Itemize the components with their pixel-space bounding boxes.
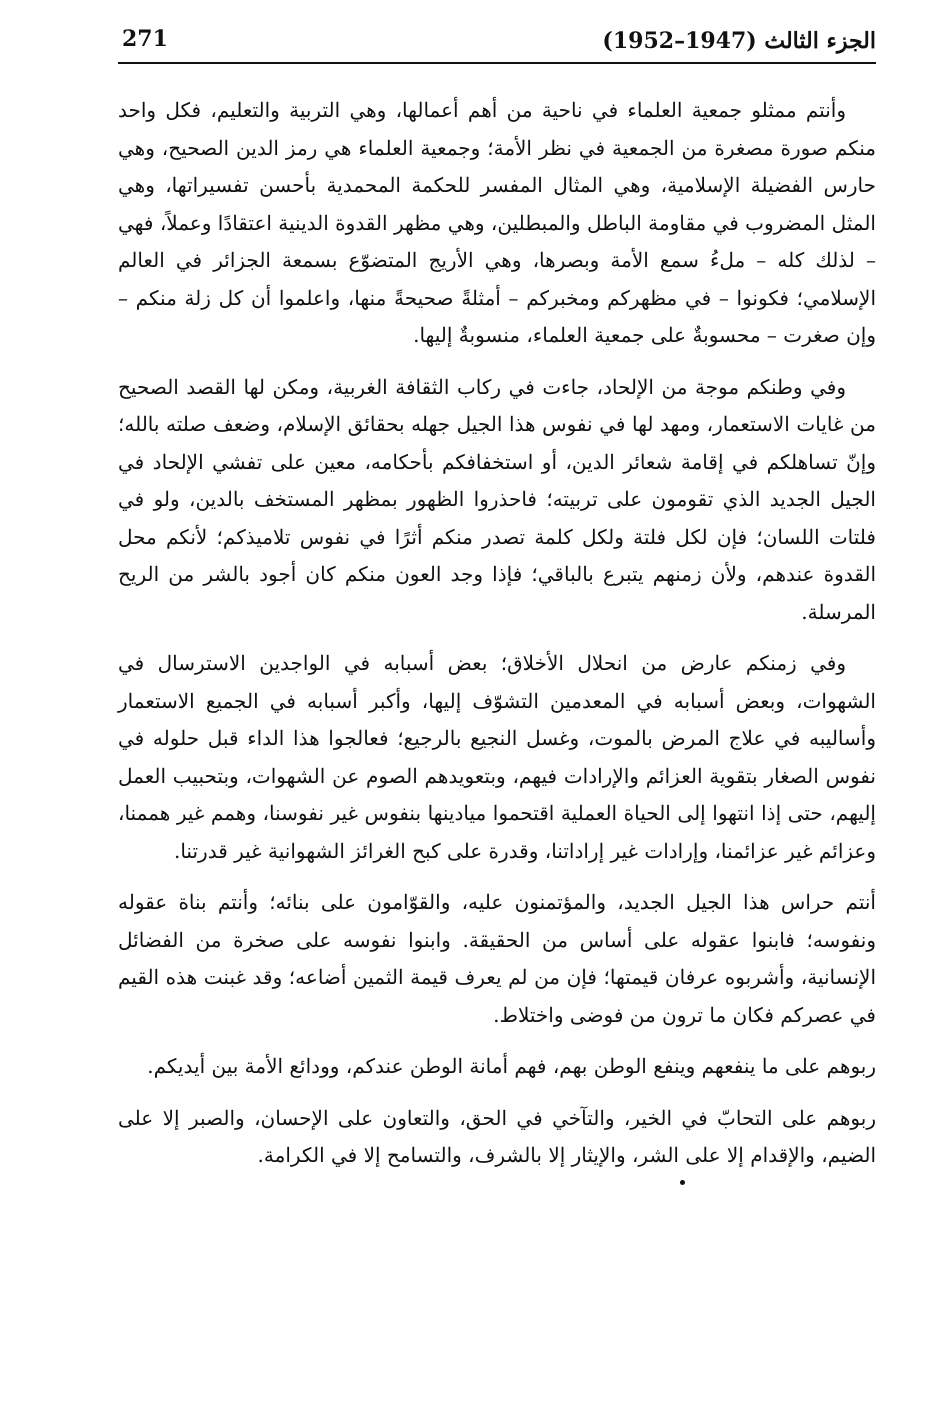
paragraph: وفي وطنكم موجة من الإلحاد، جاءت في ركاب الثقافة الغربية، ومكن لها القصد الصحيح من غايات الاستعمار، ومهد لها في نفوس هذا الجيل جهله بحقائق الإسلام، وضعف صلته بالله؛ وإنّ تساهلكم في إقامة شعائر الدين، أو استخفافكم بأحكامه، معين على تفشي الإلحاد في الجيل الجديد الذي تقومون على تربيته؛ فاحذروا الظهور بمظهر المستخف بالدين، ولو في فلتات اللسان؛ فإن لكل فلتة ولكل كلمة تصدر منكم أثرًا في نفوس تلاميذكم؛ لأنكم محل القدوة عندهم، ولأن زمنهم يتبرع بالباقي؛ فإذا وجد العون منكم كان أجود بالشر من الريح المرسلة.: [118, 374, 876, 624]
paragraph: وفي زمنكم عارض من انحلال الأخلاق؛ بعض أسبابه في الواجدين الاسترسال في الشهوات، وبعض أسبابه في المعدمين التشوّف إليها، وأكبر أسبابه في الجميع الاستعمار وأساليبه في علاج المرض بالموت، وغسل النجيع بالرجيع؛ فعالجوا هذا الداء قبل حلوله في نفوس الصغار بتقوية العزائم والإرادات فيهم، وبتعويدهم الصوم عن الشهوات، وبتحبيب العمل إليهم، حتى إذا انتهوا إلى الحياة العملية اقتحموا ميادينها بنفوس غير نفوسنا، وهمم غير هممنا، وعزائم غير عزائمنا، وإرادات غير إراداتنا، وقدرة على كبح الغرائز الشهوانية غير قدرتنا.: [118, 651, 876, 863]
scan-speck: [680, 1180, 685, 1185]
paragraph: وأنتم ممثلو جمعية العلماء في ناحية من أهم أعمالها، وهي التربية والتعليم، فكل واحد منكم صورة مصغرة من الجمعية في نظر الأمة؛ وجمعية العلماء هي رمز الدين الصحيح، وهي حارس الفضيلة الإسلامية، وهي المثال المفسر للحكمة المحمدية بأحسن تفسيراتها، وهي المثل المضروب في مقاومة الباطل والمبطلين، وهي مظهر القدوة الدينية اعتقادًا وعملاً، فهي – لذلك كله – ملءُ سمع الأمة وبصرها، وهي الأريج المتضوّع بسمعة الجزائر في العالم الإسلامي؛ فكونوا – في مظهركم ومخبركم – أمثلةً صحيحةً منها، واعلموا أن كل زلة منكم – وإن صغرت – محسوبةٌ على جمعية العلماء، منسوبةٌ إليها.: [118, 98, 876, 347]
body-text: [118, 92, 876, 1189]
paragraph: ربوهم على ما ينفعهم وينفع الوطن بهم، فهم أمانة الوطن عندكم، وودائع الأمة بين أيديكم.: [147, 1054, 876, 1078]
running-title: الجزء الثالث (1947–1952): [602, 28, 876, 54]
page-header: [118, 22, 876, 64]
paragraph: أنتم حراس هذا الجيل الجديد، والمؤتمنون عليه، والقوّامون على بنائه؛ وأنتم بناة عقوله ونفوسه؛ فابنوا عقوله على أساس من الحقيقة. وابنوا نفوسه على صخرة من الفضائل الإنسانية، وأشربوه عرفان قيمتها؛ فإن من لم يعرف قيمة الثمين أضاعه؛ وقد غبنت هذه القيم في عصركم فكان ما ترون من فوضى واختلاط.: [118, 890, 876, 1027]
page-number: 271: [122, 26, 168, 52]
paragraph: ربوهم على التحابّ في الخير، والتآخي في الحق، والتعاون على الإحسان، والصبر إلا على الضيم، والإقدام إلا على الشر، والإيثار إلا بالشرف، والتسامح إلا في الكرامة.: [118, 1105, 876, 1167]
